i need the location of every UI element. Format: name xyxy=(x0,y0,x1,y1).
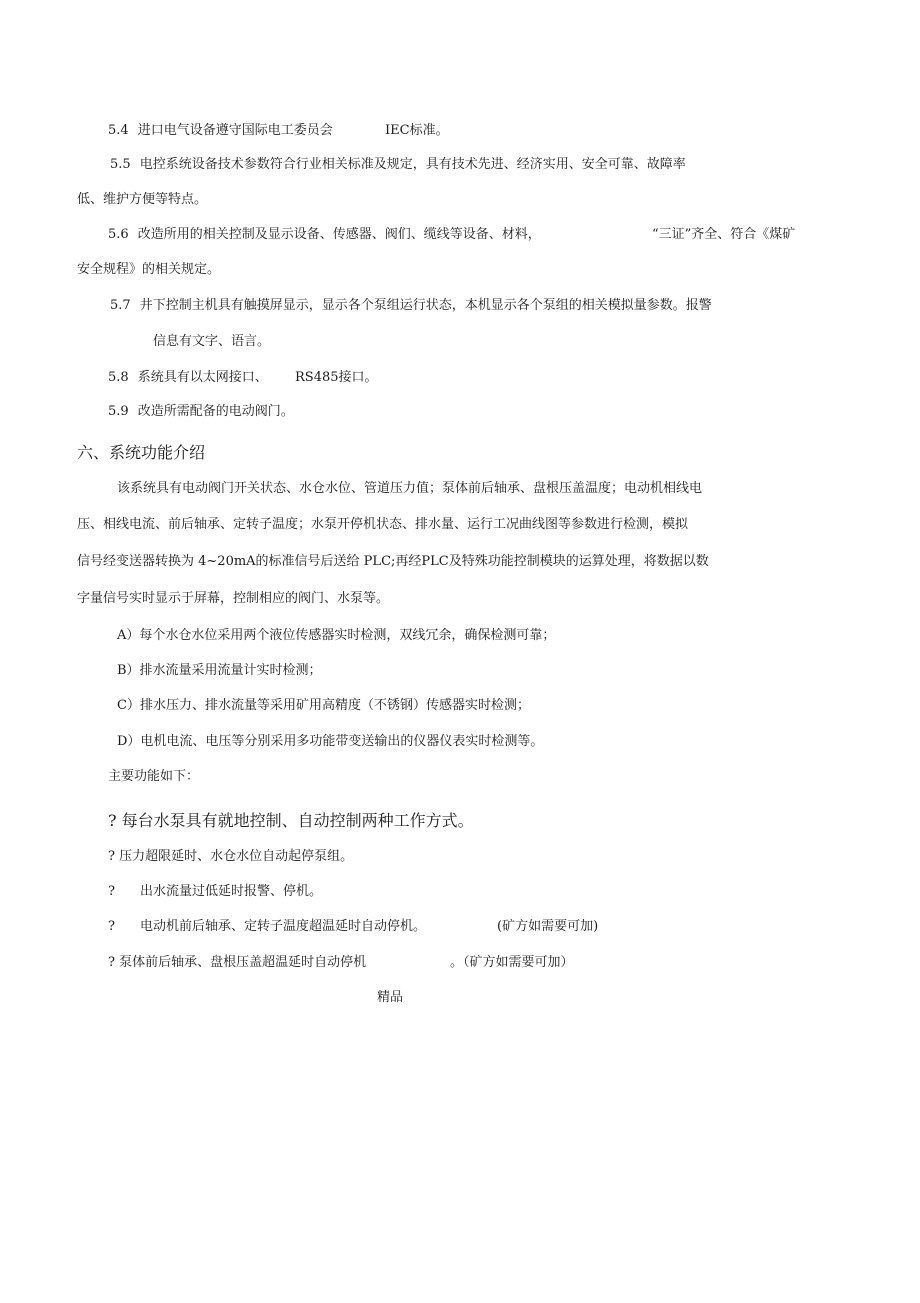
bullet-3-mark: ? xyxy=(108,884,115,899)
item-number: 5.8 xyxy=(108,370,129,385)
section-5-7-line2: 信息有文字、语言。 xyxy=(153,334,271,349)
section-5-8-text2: RS485接口。 xyxy=(295,370,378,385)
section-5-6-line1b: “三证”齐全、符合《煤矿 xyxy=(652,227,796,242)
section-5-8 xyxy=(108,370,268,386)
intro-line-2: 压、相线电流、前后轴承、定转子温度；水泵开停机状态、排水量、运行工况曲线图等参数进行检测，模拟 xyxy=(77,517,689,532)
main-functions-label: 主要功能如下： xyxy=(108,769,200,784)
bullet-3: 出水流量过低延时报警、停机。 xyxy=(140,884,323,899)
bullet-4: 电动机前后轴承、定转子温度超温延时自动停机。 xyxy=(140,919,427,934)
section-5-4 xyxy=(108,123,333,139)
item-number: 5.9 xyxy=(108,404,129,419)
item-text: 进口电气设备遵守国际电工委员会 xyxy=(137,123,333,138)
bullet-2: ? 压力超限延时、水仓水位自动起停泵组。 xyxy=(108,849,354,864)
item-number: 5.6 xyxy=(108,227,129,242)
bullet-5-note: 。（矿方如需要可加） xyxy=(450,955,574,970)
section-5-5-line2: 低、维护方便等特点。 xyxy=(77,192,208,207)
item-number: 5.5 xyxy=(110,157,131,172)
bullet-5: ? 泵体前后轴承、盘根压盖超温延时自动停机 xyxy=(108,955,367,970)
section-5-5 xyxy=(110,157,686,173)
intro-line-1: 该系统具有电动阀门开关状态、水仓水位、管道压力值；泵体前后轴承、盘根压盖温度；电动机相线电 xyxy=(117,481,703,496)
list-item-a: A）每个水仓水位采用两个液位传感器实时检测，双线冗余，确保检测可靠； xyxy=(117,628,556,643)
item-text: 改造所需配备的电动阀门。 xyxy=(137,404,294,419)
section-6-heading: 六、系统功能介绍 xyxy=(77,443,206,462)
item-text: 改造所用的相关控制及显示设备、传感器、阀们、缆线等设备、材料， xyxy=(137,227,541,242)
item-text: 系统具有以太网接口、 xyxy=(137,370,268,385)
section-5-6-line2: 安全规程》的相关规定。 xyxy=(77,262,221,277)
section-5-4-text2: IEC标准。 xyxy=(385,123,449,138)
item-text: 井下控制主机具有触摸屏显示，显示各个泵组运行状态，本机显示各个泵组的相关模拟量参数。报警 xyxy=(139,298,712,313)
list-item-b: B）排水流量采用流量计实时检测； xyxy=(117,663,322,678)
bullet-4-mark: ? xyxy=(108,919,115,934)
list-item-d: D）电机电流、电压等分别采用多功能带变送输出的仪器仪表实时检测等。 xyxy=(117,734,544,749)
footer-label: 精品 xyxy=(377,990,404,1005)
item-number: 5.7 xyxy=(110,298,131,313)
intro-line-3: 信号经变送器转换为 4~20mA的标准信号后送给 PLC;再经PLC及特殊功能控制模块的运算处理，将数据以数 xyxy=(77,554,709,569)
section-5-7 xyxy=(110,298,712,314)
section-5-6 xyxy=(108,227,541,243)
item-number: 5.4 xyxy=(108,123,129,138)
bullet-4-note: (矿方如需要可加) xyxy=(497,919,599,934)
list-item-c: C）排水压力、排水流量等采用矿用高精度（不锈钢）传感器实时检测； xyxy=(117,698,530,713)
item-text: 电控系统设备技术参数符合行业相关标准及规定，具有技术先进、经济实用、安全可靠、故障率 xyxy=(139,157,686,172)
bullet-1: ? 每台水泵具有就地控制、自动控制两种工作方式。 xyxy=(108,811,474,830)
intro-line-4: 字量信号实时显示于屏幕，控制相应的阀门、水泵等。 xyxy=(77,591,390,606)
section-5-9 xyxy=(108,404,294,420)
